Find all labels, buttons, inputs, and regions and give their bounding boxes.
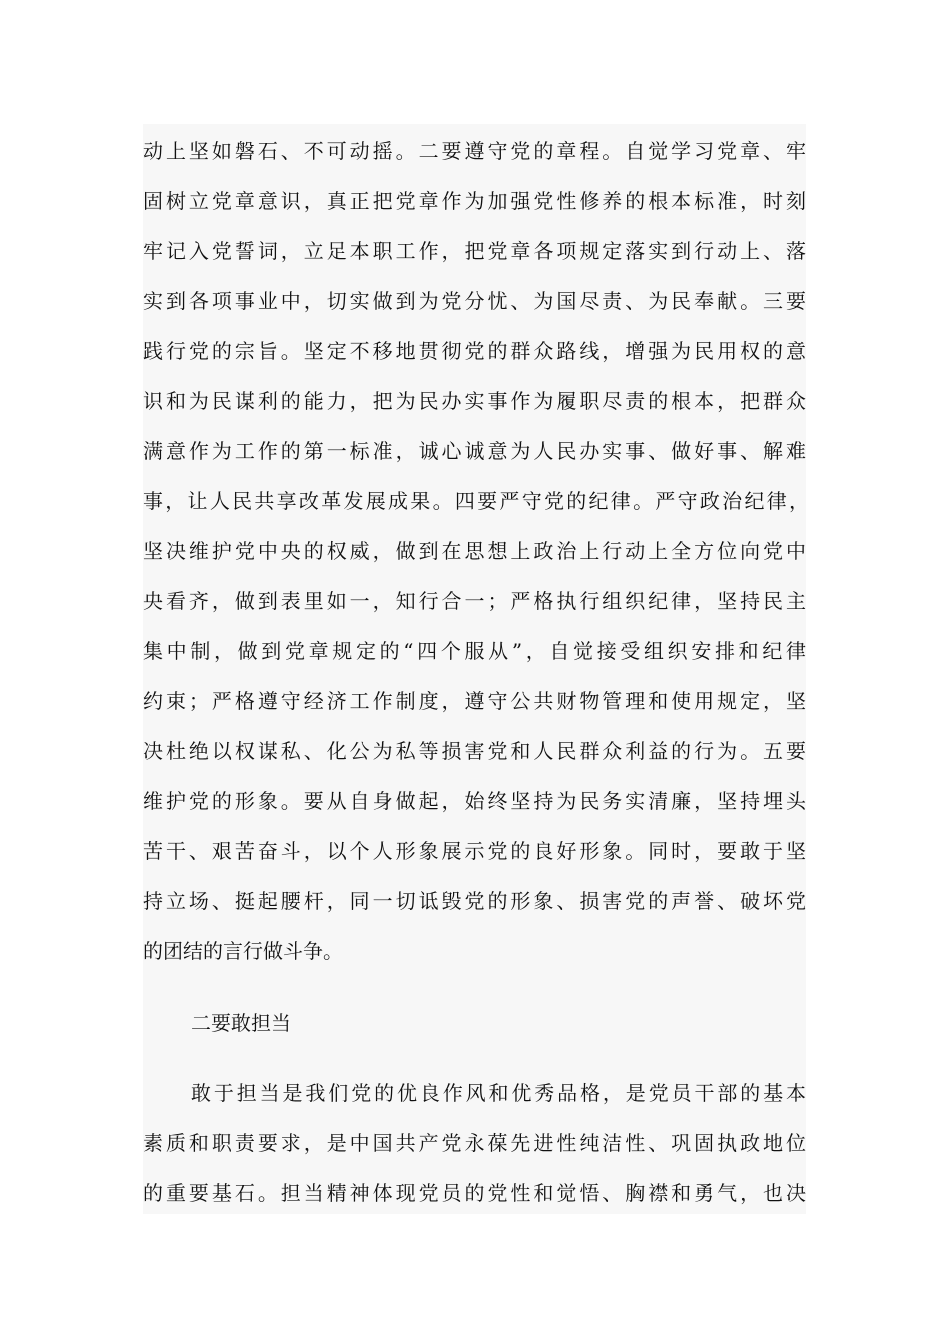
text-line: 苦干、艰苦奋斗，以个人形象展示党的良好形象。同时，要敢于坚 [143, 839, 806, 863]
text-line: 满意作为工作的第一标准，诚心诚意为人民办实事、做好事、解难 [143, 439, 806, 463]
section-heading: 二要敢担当 [191, 1011, 291, 1035]
text-line: 践行党的宗旨。坚定不移地贯彻党的群众路线，增强为民用权的意 [143, 339, 806, 363]
text-line: 素质和职责要求，是中国共产党永葆先进性纯洁性、巩固执政地位 [143, 1131, 806, 1155]
text-line: 实到各项事业中，切实做到为党分忧、为国尽责、为民奉献。三要 [143, 289, 806, 313]
text-line: 的团结的言行做斗争。 [143, 939, 343, 963]
text-line: 事，让人民共享改革发展成果。四要严守党的纪律。严守政治纪律， [143, 489, 809, 513]
text-line: 决杜绝以权谋私、化公为私等损害党和人民群众利益的行为。五要 [143, 739, 806, 763]
text-line: 牢记入党誓词，立足本职工作，把党章各项规定落实到行动上、落 [143, 239, 806, 263]
text-line: 约束；严格遵守经济工作制度，遵守公共财物管理和使用规定，坚 [143, 689, 806, 713]
text-line: 央看齐，做到表里如一，知行合一；严格执行组织纪律，坚持民主 [143, 589, 806, 613]
text-line: 持立场、挺起腰杆，同一切诋毁党的形象、损害党的声誉、破坏党 [143, 889, 806, 913]
text-line: 维护党的形象。要从自身做起，始终坚持为民务实清廉，坚持埋头 [143, 789, 806, 813]
text-line: 的重要基石。担当精神体现党员的党性和觉悟、胸襟和勇气，也决 [143, 1181, 806, 1205]
text-line: 固树立党章意识，真正把党章作为加强党性修养的根本标准，时刻 [143, 189, 806, 213]
text-line: 敢于担当是我们党的优良作风和优秀品格，是党员干部的基本 [191, 1081, 806, 1105]
text-line: 集中制，做到党章规定的“四个服从”，自觉接受组织安排和纪律 [143, 639, 806, 663]
text-line: 动上坚如磐石、不可动摇。二要遵守党的章程。自觉学习党章、牢 [143, 139, 806, 163]
text-line: 识和为民谋利的能力，把为民办实事作为履职尽责的根本，把群众 [143, 389, 806, 413]
text-line: 坚决维护党中央的权威，做到在思想上政治上行动上全方位向党中 [143, 539, 806, 563]
